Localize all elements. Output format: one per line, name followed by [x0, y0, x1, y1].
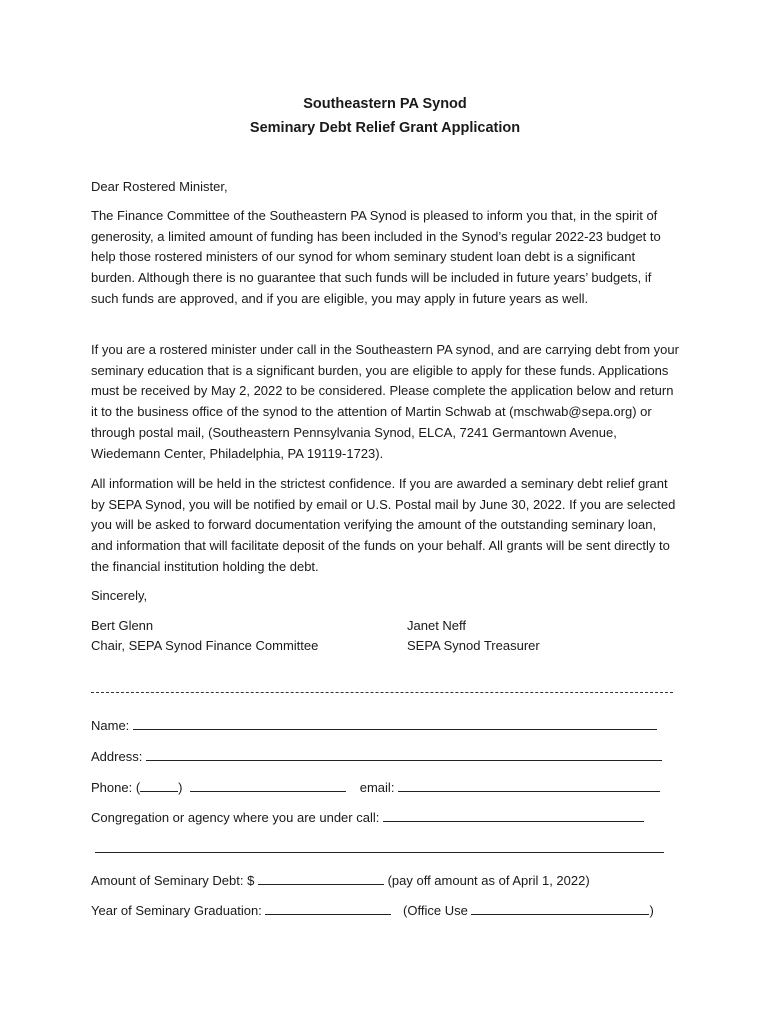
graduation-label: Year of Seminary Graduation: — [91, 903, 262, 918]
phone-label: Phone: ( — [91, 780, 141, 795]
confidentiality-paragraph: All information will be held in the strictest confidence. If you are awarded a seminary debt relief grant by SEPA Synod, you will be notified by email or U.S. Postal mail by June 30, 2022. If you are selected you will be asked to forward documentation verifying the amount of the outstanding seminary loan, and information that will facilitate deposit of the funds on your behalf. All grants will be sent directly to the financial institution holding the debt. — [91, 476, 676, 574]
phone-email-row — [91, 778, 660, 795]
signer-name: Janet Neff — [407, 618, 467, 633]
office-use-label: (Office Use — [403, 903, 468, 918]
address-row — [91, 747, 662, 764]
address-field[interactable] — [146, 747, 662, 761]
signer-title: Chair, SEPA Synod Finance Committee — [91, 638, 319, 654]
form-title: Seminary Debt Relief Grant Application — [249, 120, 521, 136]
area-code-field[interactable] — [140, 778, 178, 792]
signature-block-treasurer — [407, 616, 540, 657]
congregation-label: Congregation or agency where you are under call: — [91, 810, 380, 825]
debt-amount-field[interactable] — [258, 871, 384, 885]
office-use-field[interactable] — [471, 901, 649, 915]
graduation-row — [91, 901, 654, 918]
email-label: email: — [359, 780, 395, 795]
email-field[interactable] — [398, 778, 660, 792]
office-use-close: ) — [649, 903, 654, 918]
org-title: Southeastern PA Synod — [303, 96, 467, 112]
cut-line-divider — [91, 692, 673, 693]
closing: Sincerely, — [91, 588, 148, 603]
phone-field[interactable] — [190, 778, 346, 792]
name-field[interactable] — [133, 716, 657, 730]
congregation-field-line-2[interactable] — [95, 852, 664, 853]
signer-name: Bert Glenn — [91, 618, 154, 633]
debt-row — [91, 871, 590, 888]
graduation-year-field[interactable] — [265, 901, 391, 915]
salutation: Dear Rostered Minister, — [91, 179, 228, 194]
eligibility-paragraph: If you are a rostered minister under call in the Southeastern PA synod, and are carrying debt from your seminary education that is a significant burden, you are eligible to apply for these funds. Applications must be received by May 2, 2022 to be considered. Please complete the application below and return it to the business office of the synod to the attention of Martin Schwab at (mschwab@sepa.org) or through postal mail, (Southeastern Pennsylvania Synod, ELCA, 7241 Germantown Avenue, Wiedemann Center, Philadelphia, PA 19119-1723). — [91, 342, 679, 461]
phone-paren-close: ) — [178, 780, 183, 795]
intro-paragraph: The Finance Committee of the Southeastern PA Synod is pleased to inform you that, in the spirit of generosity, a limited amount of funding has been included in the Synod’s regular 2022-23 budget to help those rostered ministers of our synod for whom seminary student loan debt is a significant burden. Although there is no guarantee that such funds will be included in future years’ budgets, if such funds are approved, and if you are eligible, you may apply in future years as well. — [91, 208, 661, 306]
congregation-row — [91, 808, 644, 825]
signer-title: SEPA Synod Treasurer — [407, 638, 540, 654]
congregation-field[interactable] — [383, 808, 644, 822]
name-label: Name: — [91, 718, 130, 733]
address-label: Address: — [91, 749, 143, 764]
signature-block-chair — [91, 616, 318, 657]
debt-label: Amount of Seminary Debt: $ — [91, 873, 255, 888]
name-row — [91, 716, 657, 733]
debt-note: (pay off amount as of April 1, 2022) — [387, 873, 590, 888]
